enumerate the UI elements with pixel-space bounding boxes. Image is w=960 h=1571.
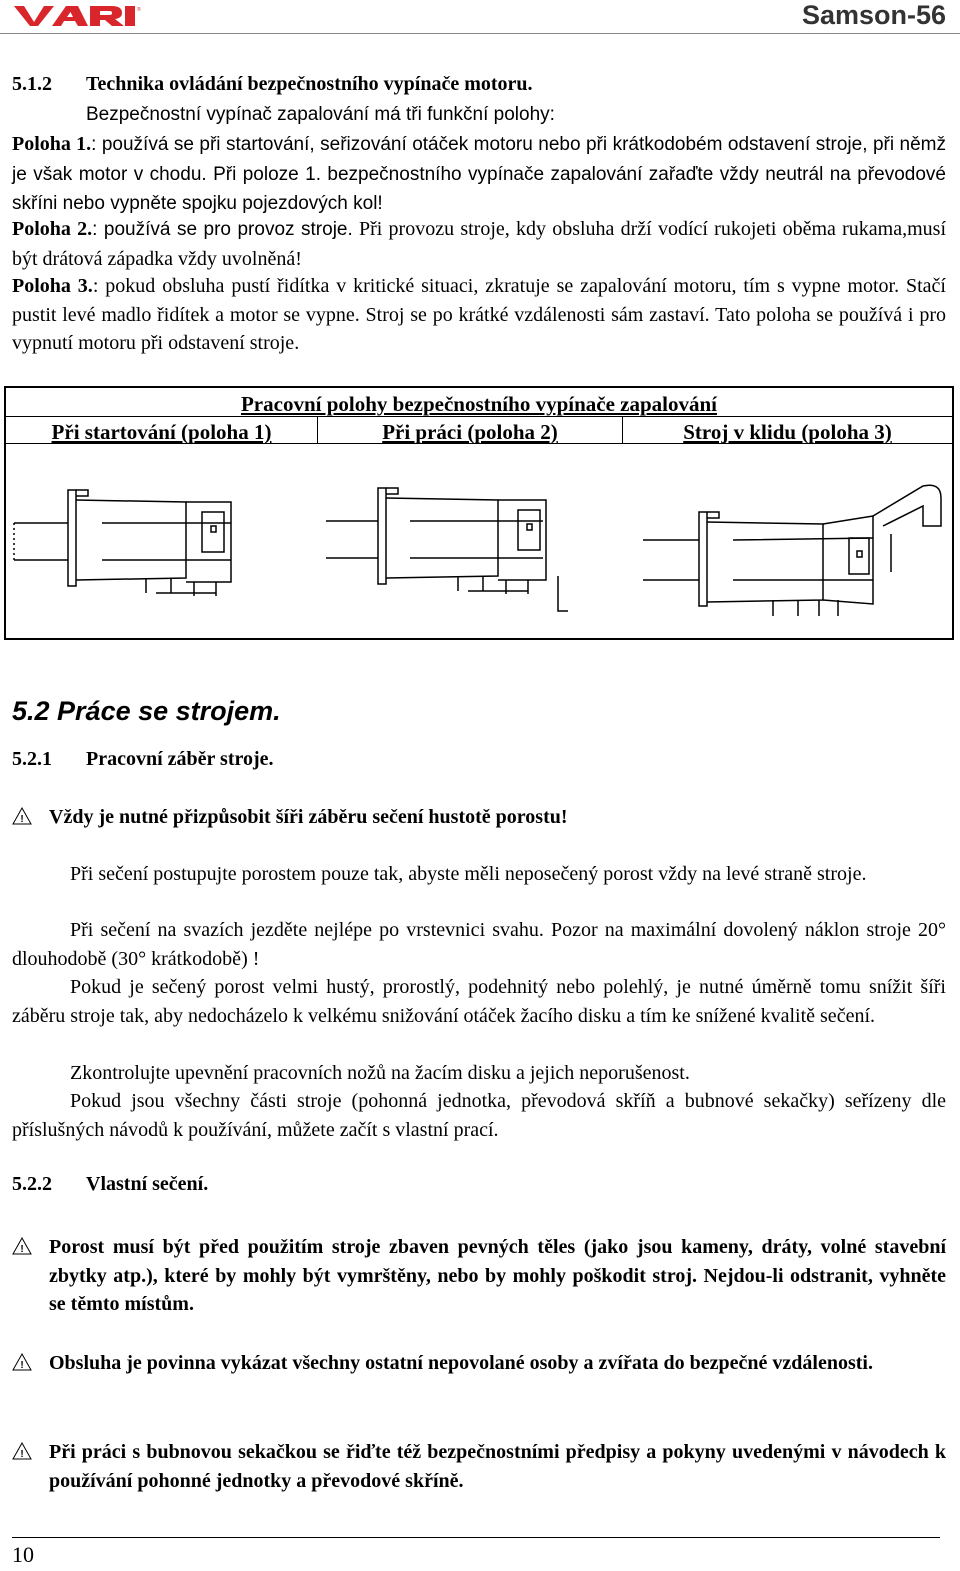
- poloha-3-label: Poloha 3.: [12, 275, 93, 297]
- section-number: 5.2.1: [12, 748, 52, 770]
- warning-pevna-telesa: ! Porost musí být před použitím stroje zbaven pevných těles (jako jsou kameny, dráty, volné stavební zbytky atp.), které by mohly být vymrštěny, nebo by mohly poškodit stroj. Nejdou-li odstranit, vyhněte se těmto místům.: [12, 1233, 946, 1319]
- paragraph-2: Při sečení na svazích jezděte nejlépe po vrstevnici svahu. Pozor na maximální dovolený náklon stroje 20° dlouhodobě (30° krátkodobě) !: [12, 919, 946, 970]
- table-title: Pracovní polohy bezpečnostního vypínače zapalování: [6, 388, 952, 417]
- table-header-col1: Při startování (poloha 1): [6, 416, 318, 444]
- section-title: Technika ovládání bezpečnostního vypínače motoru.: [86, 73, 533, 95]
- positions-table: [4, 386, 954, 640]
- warning-triangle-icon: [12, 1353, 32, 1371]
- header-rule: [0, 33, 960, 34]
- table-header-col2: Při práci (poloha 2): [318, 416, 623, 444]
- section-5-2-heading: 5.2 Práce se strojem.: [12, 696, 281, 726]
- page-number: 10: [12, 1542, 34, 1567]
- warning-seceni-zaberu: ! Vždy je nutné přizpůsobit šíři záběru sečení hustotě porostu!: [12, 803, 946, 832]
- svg-text:!: !: [20, 814, 24, 825]
- footer-rule: [12, 1537, 940, 1538]
- poloha-1-label: Poloha 1.: [12, 133, 92, 155]
- paragraph-5: Pokud jsou všechny části stroje (pohonná jednotka, převodová skříň a bubnové sekačky) seřízeny dle příslušných návodů k používání, můžete začít s vlastní prací.: [12, 1090, 946, 1141]
- svg-text:!: !: [20, 1360, 24, 1371]
- paragraph-3: Pokud je sečený porost velmi hustý, prorostlý, podehnitý nebo polehlý, je nutné úměrně tomu snížit šíři záběru stroje tak, aby nedocházelo k velkému snižování otáček žacího disku a tím ke snížené kvalitě sečení.: [12, 976, 946, 1027]
- handle-position-2-illustration: [318, 476, 623, 628]
- poloha-2-text-b: Při provozu stroje, kdy obsluha drží vodící rukojeti oběma rukama,musí být drátová západka vždy uvolněná!: [12, 218, 946, 270]
- poloha-1-paragraph: [12, 130, 946, 219]
- model-name: Samson-56: [801, 0, 946, 30]
- svg-text:®: ®: [137, 7, 141, 13]
- handle-position-3-illustration: [623, 476, 952, 628]
- section-5-1-2-heading: [12, 73, 533, 96]
- warning-triangle-icon: [12, 807, 32, 825]
- poloha-2-text-a: : používá se pro provoz stroje.: [92, 219, 353, 240]
- section-number: 5.2.2: [12, 1173, 52, 1195]
- poloha-3-paragraph: [12, 272, 946, 358]
- paragraph-1: Při sečení postupujte porostem pouze tak, abyste měli neposečený porost vždy na levé straně stroje.: [70, 863, 867, 885]
- section-5-2-2-heading: [12, 1173, 208, 1196]
- section-number: 5.1.2: [12, 73, 52, 95]
- warning-triangle-icon: [12, 1442, 32, 1460]
- section-title: Pracovní záběr stroje.: [86, 748, 274, 770]
- svg-text:!: !: [20, 1244, 24, 1255]
- warning-bezpecnostni-predpisy: ! Při práci s bubnovou sekačkou se řiďte též bezpečnostními předpisy a pokyny uvedenými v návodech k používání pohonné jednotky a převodové skříně.: [12, 1438, 946, 1495]
- section-title: Vlastní sečení.: [86, 1173, 209, 1195]
- poloha-2-label: Poloha 2.: [12, 218, 93, 240]
- paragraph-4: Zkontrolujte upevnění pracovních nožů na žacím disku a jejich neporušenost.: [70, 1062, 690, 1084]
- svg-text:!: !: [20, 1449, 24, 1460]
- table-header-col3: Stroj v klidu (poloha 3): [623, 416, 952, 444]
- poloha-2-paragraph: [12, 215, 946, 273]
- warning-nepovolane-osoby: ! Obsluha je povinna vykázat všechny ostatní nepovolané osoby a zvířata do bezpečné vzdálenosti.: [12, 1349, 946, 1378]
- poloha-1-text: : používá se při startování, seřizování otáček motoru nebo při krátkodobém odstavení stroje, při němž je však motor v chodu. Při poloze 1. bezpečnostního vypínače zapalování zařaďte vždy neutrál na převodové skříni nebo vypněte spojku pojezdových kol!: [12, 134, 946, 214]
- section-5-2-1-heading: [12, 748, 274, 771]
- vari-logo: [12, 4, 142, 28]
- warning-triangle-icon: [12, 1237, 32, 1255]
- poloha-3-text: : pokud obsluha pustí řidítka v kritické situaci, zkratuje se zapalování motoru, tím s vypne motor. Stačí pustit levé madlo řidítek a motor se vypne. Stroj se po krátké vzdálenosti sám zastaví. Tato poloha se používá i pro vypnutí motoru při odstavení stroje.: [12, 275, 946, 354]
- intro-line: Bezpečnostní vypínač zapalování má tři funkční polohy:: [86, 104, 555, 125]
- handle-position-1-illustration: [6, 478, 318, 628]
